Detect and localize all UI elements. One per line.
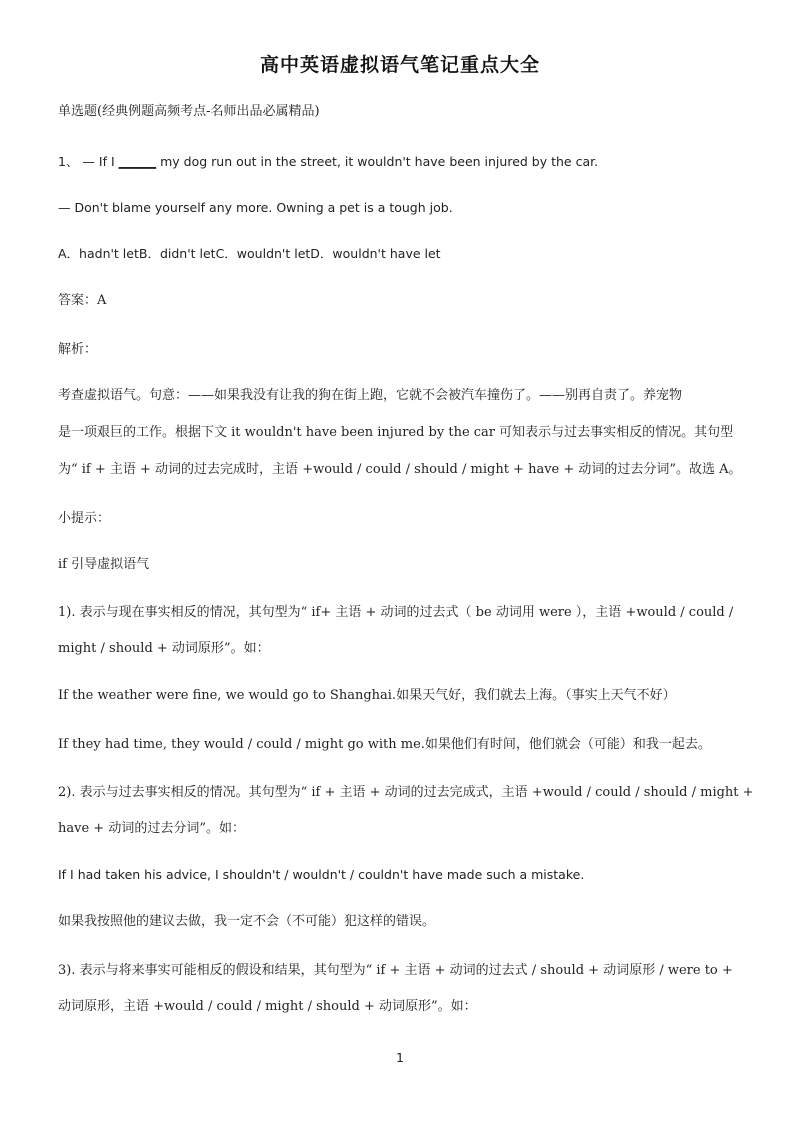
example-line: If they had time, they would / could / might go with me.如果他们有时间，他们就会（可能）和我一起去。 [58,737,711,752]
section-header: 单选题(经典例题高频考点-名师出品必属精品) [58,104,320,119]
question-prefix: 1、 — If I [58,154,119,169]
tip-topic: if 引导虚拟语气 [58,557,150,572]
rule-line: 动词原形，主语 +would / could / might / should + 动词原形”。如： [58,999,477,1014]
question-stem-rest: my dog run out in the street, it wouldn't have been injured by the car. [156,154,599,169]
page-title: 高中英语虚拟语气笔记重点大全 [259,54,540,76]
question-reply: — Don't blame yourself any more. Owning a pet is a tough job. [58,200,453,215]
example-translation: 如果我按照他的建议去做，我一定不会（不可能）犯这样的错误。 [58,914,436,929]
example-line: If the weather were fine, we would go to Shanghai.如果天气好，我们就去上海。（事实上天气不好） [58,688,676,703]
page-number: 1 [396,1050,404,1065]
analysis-line: 为“ if + 主语 + 动词的过去完成时，主语 +would / could / should / might + have + 动词的过去分词”。故选 A。 [58,462,742,477]
question-blank: ______ [118,154,157,169]
rule-line: 2). 表示与过去事实相反的情况。其句型为“ if + 主语 + 动词的过去完成式，主语 +would / could / should / might + [58,785,754,800]
rule-line: have + 动词的过去分词”。如： [58,821,245,836]
tip-label: 小提示： [58,511,111,526]
example-line: If I had taken his advice, I shouldn't / wouldn't / couldn't have made such a mistake. [58,867,585,882]
rule-line: 3). 表示与将来事实可能相反的假设和结果，其句型为“ if + 主语 + 动词的过去式 / should + 动词原形 / were to + [58,963,733,978]
analysis-line: 是一项艰巨的工作。根据下文 it wouldn't have been injured by the car 可知表示与过去事实相反的情况。其句型 [58,425,734,440]
question-options: A．hadn't letB．didn't letC．wouldn't letD．wouldn't have let [58,246,441,261]
answer: 答案：A [58,293,107,308]
analysis-line: 考查虚拟语气。句意：——如果我没有让我的狗在街上跑，它就不会被汽车撞伤了。——别再自责了。养宠物 [58,388,683,403]
question-stem [58,153,748,171]
rule-line: 1). 表示与现在事实相反的情况，其句型为“ if+ 主语 + 动词的过去式（ be 动词用 were ），主语 +would / could / [58,605,734,620]
rule-line: might / should + 动词原形”。如： [58,641,270,656]
analysis-label: 解析： [58,342,98,357]
